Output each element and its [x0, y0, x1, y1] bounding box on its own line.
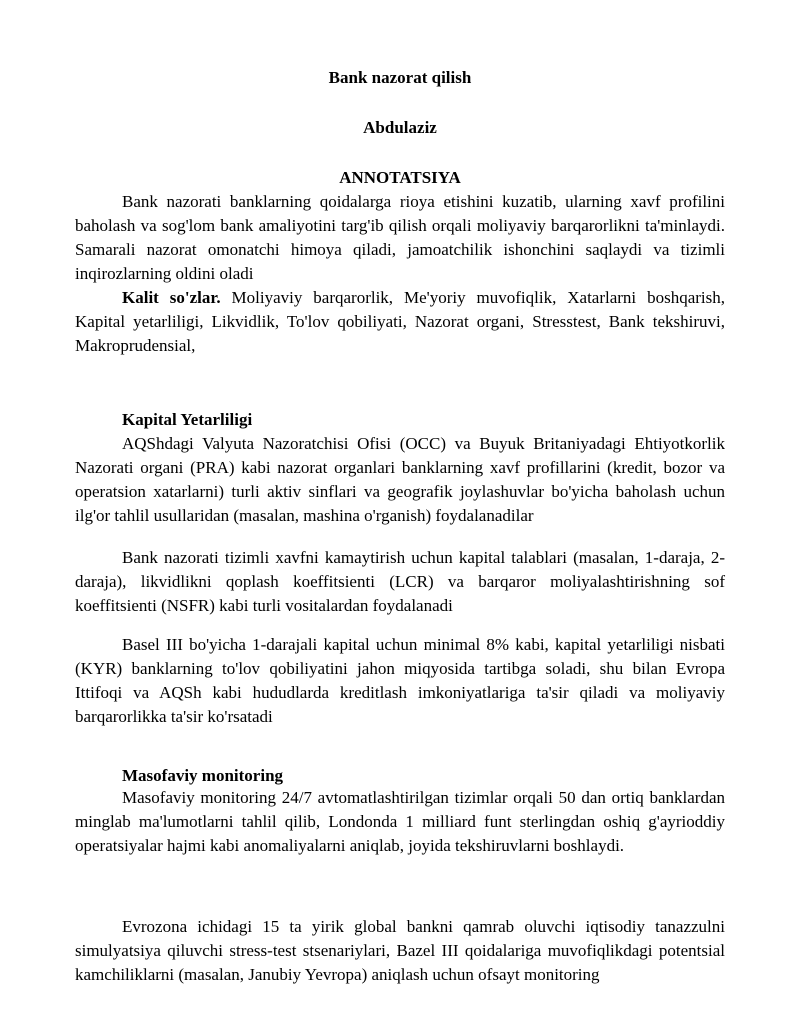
annotation-paragraph: Bank nazorati banklarning qoidalarga rioya etishini kuzatib, ularning xavf profilini baholash va sog'lom bank amaliyotini targ'ib qilish orqali moliyaviy barqarorlikni ta'minlaydi. Samarali nazorat omonatchi himoya qiladi, jamoatchilik ishonchini saqlaydi va tizimli inqirozlarning oldini oladi [75, 192, 725, 283]
section-heading-capital-adequacy: Kapital Yetarliligi [122, 410, 253, 429]
section2-paragraph-2: Evrozona ichidagi 15 ta yirik global bankni qamrab oluvchi iqtisodiy tanazzulni simulyatsiya qiluvchi stress-test stsenariylari, Bazel III qoidalariga muvofiqlikdagi potentsial kamchiliklarni (masalan, Janubiy Yevropa) aniqlash uchun ofsayt monitoring [75, 917, 725, 984]
section-heading-remote-monitoring: Masofaviy monitoring [122, 766, 284, 785]
keywords-text: Moliyaviy barqarorlik, Me'yoriy muvofiqlik, Xatarlarni boshqarish, Kapital yetarliligi, Likvidlik, To'lov qobiliyati, Nazorat organi, Stresstest, Bank tekshiruvi, Makroprudensial, [75, 288, 725, 355]
section1-paragraph-2: Bank nazorati tizimli xavfni kamaytirish uchun kapital talablari (masalan, 1-daraja, 2-daraja), likvidlikni qoplash koeffitsienti (LCR) va barqaror moliyalashtirishning sof koeffitsienti (NSFR) kabi turli vositalardan foydalanadi [75, 548, 725, 615]
annotation-heading: ANNOTATSIYA [339, 168, 461, 187]
keywords-paragraph [75, 286, 725, 358]
section2-paragraph-1: Masofaviy monitoring 24/7 avtomatlashtirilgan tizimlar orqali 50 dan ortiq banklardan minglab ma'lumotlarni tahlil qilib, Londonda 1 milliard funt sterlingdan oshiq g'ayrioddiy operatsiyalar hajmi kabi anomaliyalarni aniqlab, joyida tekshiruvlarni boshlaydi. [75, 788, 725, 855]
document-author: Abdulaziz [363, 118, 437, 137]
section1-paragraph-3: Basel III bo'yicha 1-darajali kapital uchun minimal 8% kabi, kapital yetarliligi nisbati (KYR) banklarning to'lov qobiliyatini jahon miqyosida tartibga soladi, shu bilan Evropa Ittifoqi va AQSh kabi hududlarda kreditlash imkoniyatlariga ta'sir qiladi va moliyaviy barqarorlikka ta'sir ko'rsatadi [75, 635, 725, 726]
section1-paragraph-1: AQShdagi Valyuta Nazoratchisi Ofisi (OCC) va Buyuk Britaniyadagi Ehtiyotkorlik Nazorati organi (PRA) kabi nazorat organlari banklarning xavf profillarini (kredit, bozor va operatsion xatarlarni) turli aktiv sinflari va geografik joylashuvlar bo'yicha baholash uchun ilg'or tahlil usullaridan (masalan, mashina o'rganish) foydalanadilar [75, 434, 725, 525]
document-title: Bank nazorat qilish [328, 68, 472, 87]
keywords-label: Kalit so'zlar. [122, 288, 221, 307]
